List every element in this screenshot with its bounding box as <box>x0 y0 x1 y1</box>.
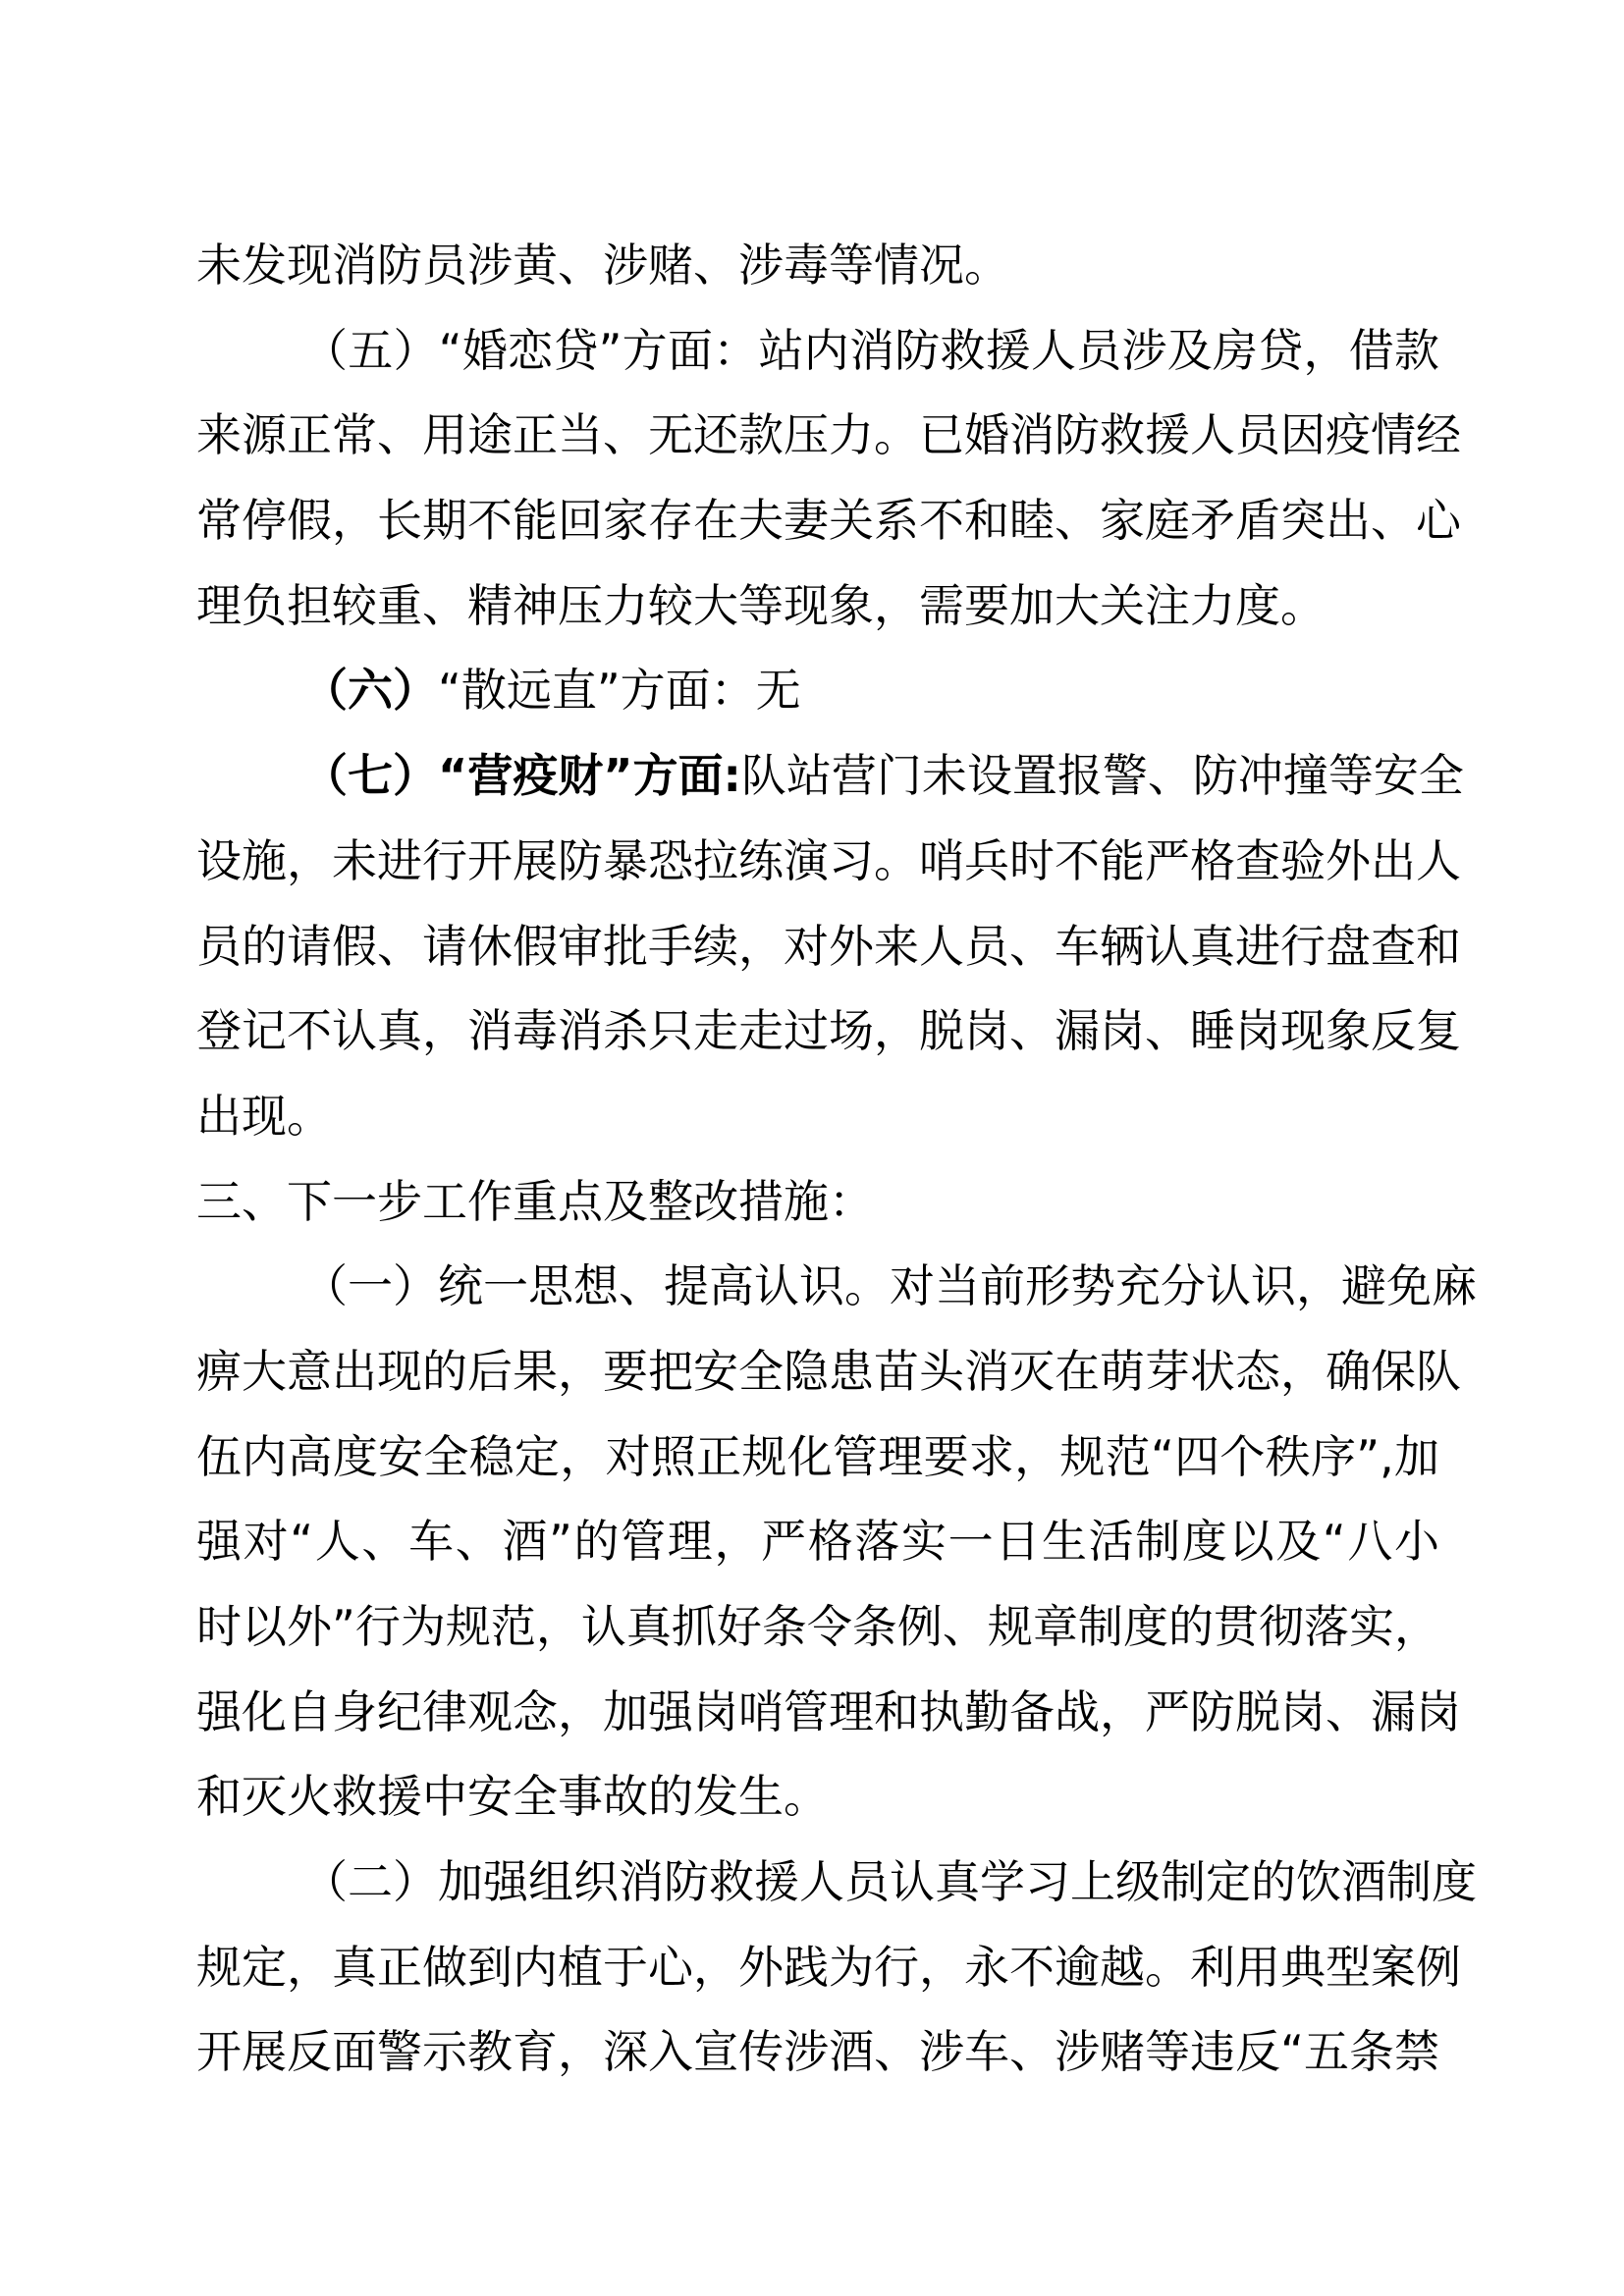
paragraph-line: 规定，真正做到内植于心，外践为行，永不逾越。利用典型案例 <box>196 1940 1461 1994</box>
paragraph-line: （二）加强组织消防救援人员认真学习上级制定的饮酒制度 <box>302 1855 1477 1909</box>
paragraph-line: 痹大意出现的后果，要把安全隐患苗头消灭在萌芽状态，确保队 <box>196 1344 1461 1398</box>
paragraph-alcohol-rules <box>196 1840 1477 2095</box>
paragraph-unify-thinking <box>196 1244 1477 1840</box>
paragraph-line: 常停假，长期不能回家存在夫妻关系不和睦、家庭矛盾突出、心 <box>196 494 1461 548</box>
paragraph-line: 理负担较重、精神压力较大等现象，需要加大关注力度。 <box>196 578 1326 632</box>
paragraph-line: 设施，未进行开展防暴恐拉练演习。哨兵时不能严格查验外出人 <box>196 833 1461 887</box>
paragraph-line: 时以外”行为规范，认真抓好条令条例、规章制度的贯彻落实， <box>196 1600 1439 1653</box>
paragraph-marriage-loans <box>196 308 1461 649</box>
paragraph-line: 员的请假、请休假审批手续，对外来人员、车辆认真进行盘查和 <box>196 919 1461 973</box>
paragraph-line: 登记不认真，消毒消杀只走走过场，脱岗、漏岗、睡岗现象反复 <box>196 1004 1461 1058</box>
paragraph-line: 强化自身纪律观念，加强岗哨管理和执勤备战，严防脱岗、漏岗 <box>196 1684 1461 1738</box>
section-heading: 三、下一步工作重点及整改措施： <box>196 1174 874 1228</box>
paragraph-line: 来源正常、用途正当、无还款压力。已婚消防救援人员因疫情经 <box>196 408 1461 462</box>
paragraph-line: 强对“人、车、酒”的管理，严格落实一日生活制度以及“八小 <box>196 1515 1439 1569</box>
paragraph-barracks-security <box>196 733 1464 1158</box>
item-heading: （七）“营疫财”方面: <box>302 749 741 803</box>
paragraph-line: （一）统一思想、提高认识。对当前形势充分认识，避免麻 <box>302 1259 1477 1313</box>
paragraph-line: 出现。 <box>196 1089 332 1143</box>
paragraph-text: “散远直”方面：无 <box>438 664 801 718</box>
item-number: （六） <box>302 664 438 718</box>
paragraph-line <box>196 733 1464 819</box>
document-page <box>196 223 1477 2095</box>
paragraph-scattered <box>196 648 1439 733</box>
paragraph-text: 队站营门未设置报警、防冲撞等安全 <box>740 749 1464 803</box>
paragraph-line: 伍内高度安全稳定，对照正规化管理要求，规范“四个秩序”,加 <box>196 1429 1439 1483</box>
paragraph-line: 和灭火救援中安全事故的发生。 <box>196 1770 829 1824</box>
paragraph-line: 未发现消防员涉黄、涉赌、涉毒等情况。 <box>196 239 1009 292</box>
paragraph-line: 开展反面警示教育，深入宣传涉酒、涉车、涉赌等违反“五条禁 <box>196 2025 1439 2079</box>
paragraph-line: （五）“婚恋贷”方面：站内消防救援人员涉及房贷，借款 <box>302 323 1439 377</box>
